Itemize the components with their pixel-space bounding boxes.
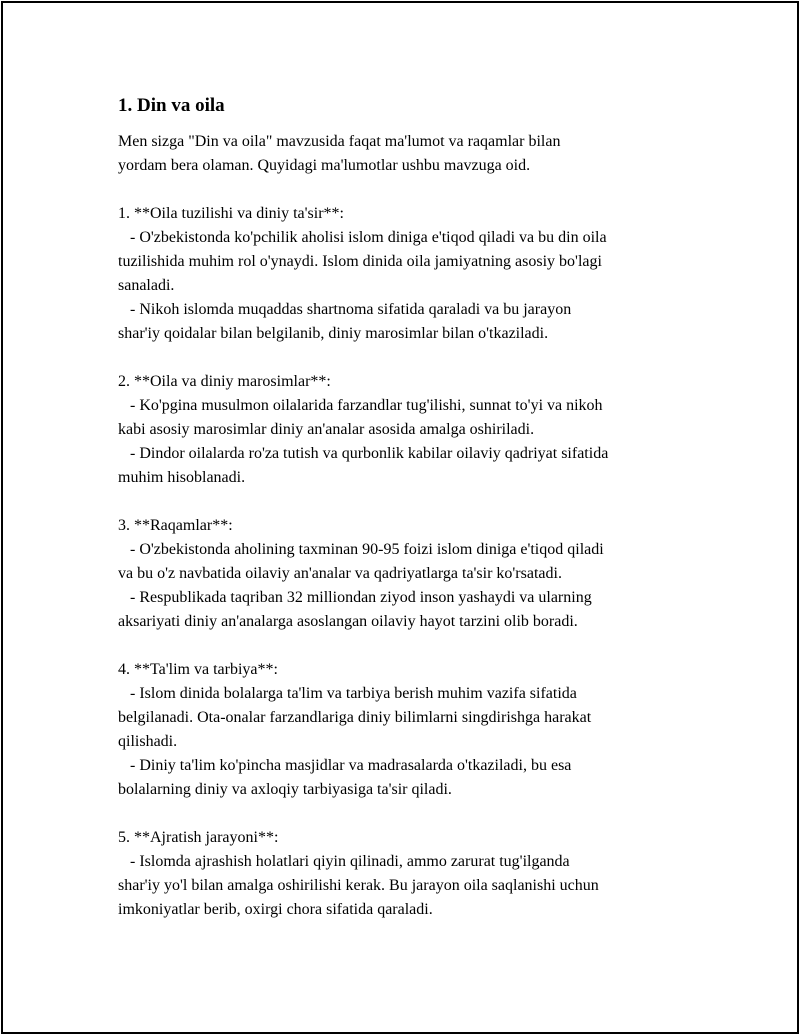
document-title: 1. Din va oila — [118, 95, 225, 116]
document-body: Men sizga "Din va oila" mavzusida faqat ma'lumot va raqamlar bilan yordam bera olaman. Quyidagi ma'lumotlar ushbu mavzuga oid. 1. **Oila tuzilishi va diniy ta'sir**: - O'zbekistonda ko'pchilik aholisi islom diniga e'tiqod qiladi va bu din oila tuzilishida muhim rol o'ynaydi. Islom dinida oila jamiyatning asosiy bo'lagi sanaladi. - Nikoh islomda muqaddas shartnoma sifatida qaraladi va bu jarayon shar'iy qoidalar bilan belgilanib, diniy marosimlar bilan o'tkaziladi. 2. **Oila va diniy marosimlar**: - Ko'pgina musulmon oilalarida farzandlar tug'ilishi, sunnat to'yi va nikoh kabi asosiy marosimlar diniy an'analar asosida amalga oshiriladi. - Dindor oilalarda ro'za tutish va qurbonlik kabilar oilaviy qadriyat sifatida muhim hisoblanadi. 3. **Raqamlar**: - O'zbekistonda aholining taxminan 90-95 foizi islom diniga e'tiqod qiladi va bu o'z navbatida oilaviy an'analar va qadriyatlarga ta'sir ko'rsatadi. - Respublikada taqriban 32 milliondan ziyod inson yashaydi va ularning aksariyati diniy an'analarga asoslangan oilaviy hayot tarzini olib boradi. 4. **Ta'lim va tarbiya**: - Islom dinida bolalarga ta'lim va tarbiya berish muhim vazifa sifatida belgilanadi. Ota-onalar farzandlariga diniy bilimlarni singdirishga harakat qilishadi. - Diniy ta'lim ko'pincha masjidlar va madrasalarda o'tkaziladi, bu esa bolalarning diniy va axloqiy tarbiyasiga ta'sir qiladi. 5. **Ajratish jarayoni**: - Islomda ajrashish holatlari qiyin qilinadi, ammo zarurat tug'ilganda shar'iy yo'l bilan amalga oshirilishi kerak. Bu jarayon oila saqlanishi uchun imkoniyatlar berib, oxirgi chora sifatida qaraladi. — [118, 133, 609, 918]
document-content — [118, 94, 718, 922]
